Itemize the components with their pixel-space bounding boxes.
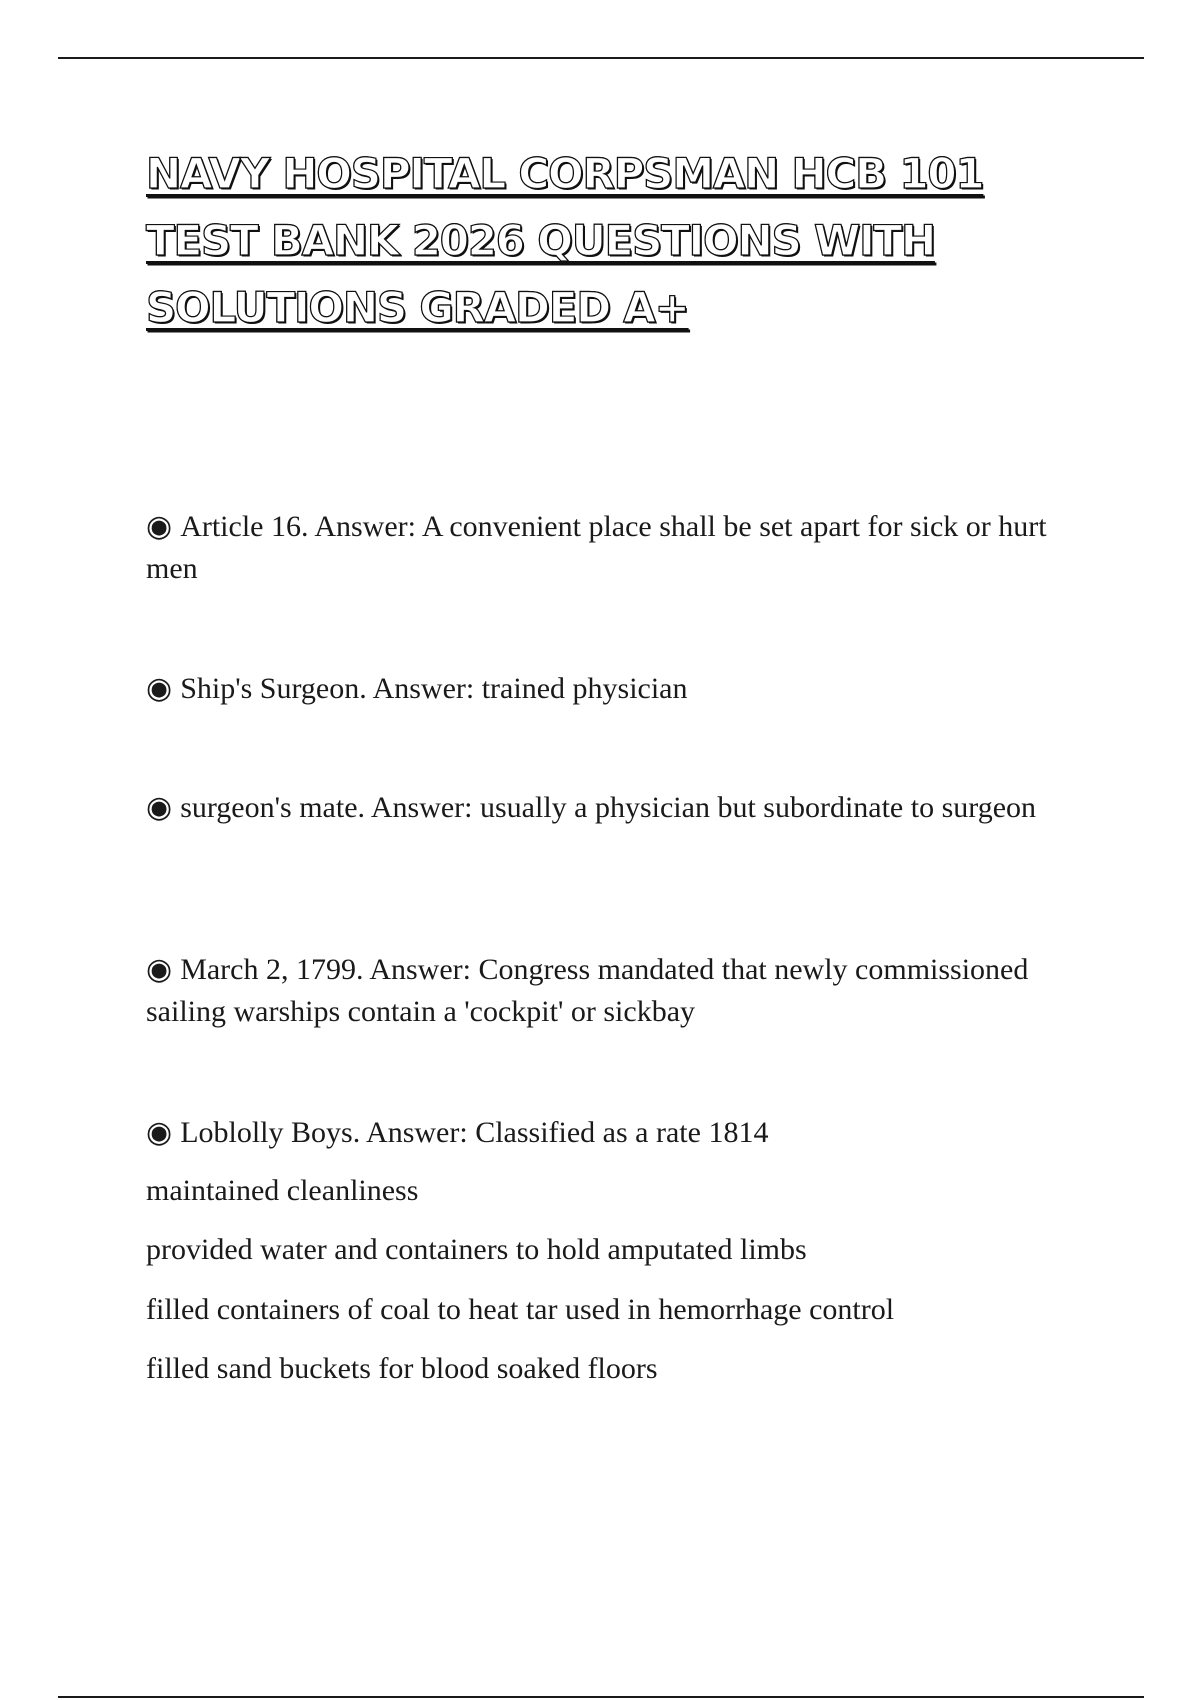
top-divider <box>58 57 1144 59</box>
qa-item <box>146 787 1066 829</box>
answer-continuation-line: filled containers of coal to heat tar used in hemorrhage control <box>146 1293 895 1326</box>
radio-bullet-icon: ◉ <box>146 510 173 543</box>
answer-continuation-line: provided water and containers to hold amputated limbs <box>146 1233 807 1266</box>
qa-text: Article 16. Answer: A convenient place shall be set apart for sick or hurt men <box>146 510 1047 585</box>
radio-bullet-icon: ◉ <box>146 1116 173 1149</box>
qa-text: Ship's Surgeon. Answer: trained physician <box>180 672 688 705</box>
radio-bullet-icon: ◉ <box>146 791 173 824</box>
radio-bullet-icon: ◉ <box>146 672 173 705</box>
radio-bullet-icon: ◉ <box>146 953 173 986</box>
document-title: NAVY HOSPITAL CORPSMAN HCB 101 TEST BANK 2026 QUESTIONS WITH SOLUTIONS GRADED A+ <box>146 149 984 332</box>
answer-continuation-line: maintained cleanliness <box>146 1174 419 1207</box>
qa-item <box>146 506 1066 590</box>
qa-text: March 2, 1799. Answer: Congress mandated that newly commissioned sailing warships contain a 'cockpit' or sickbay <box>146 953 1029 1028</box>
answer-continuation-line: filled sand buckets for blood soaked floors <box>146 1352 658 1385</box>
qa-text: surgeon's mate. Answer: usually a physician but subordinate to surgeon <box>180 791 1037 824</box>
qa-text: Loblolly Boys. Answer: Classified as a rate 1814 <box>180 1116 769 1149</box>
qa-item <box>146 668 1066 710</box>
qa-item <box>146 1112 1066 1154</box>
qa-item <box>146 949 1066 1033</box>
bottom-divider <box>58 1696 1144 1698</box>
